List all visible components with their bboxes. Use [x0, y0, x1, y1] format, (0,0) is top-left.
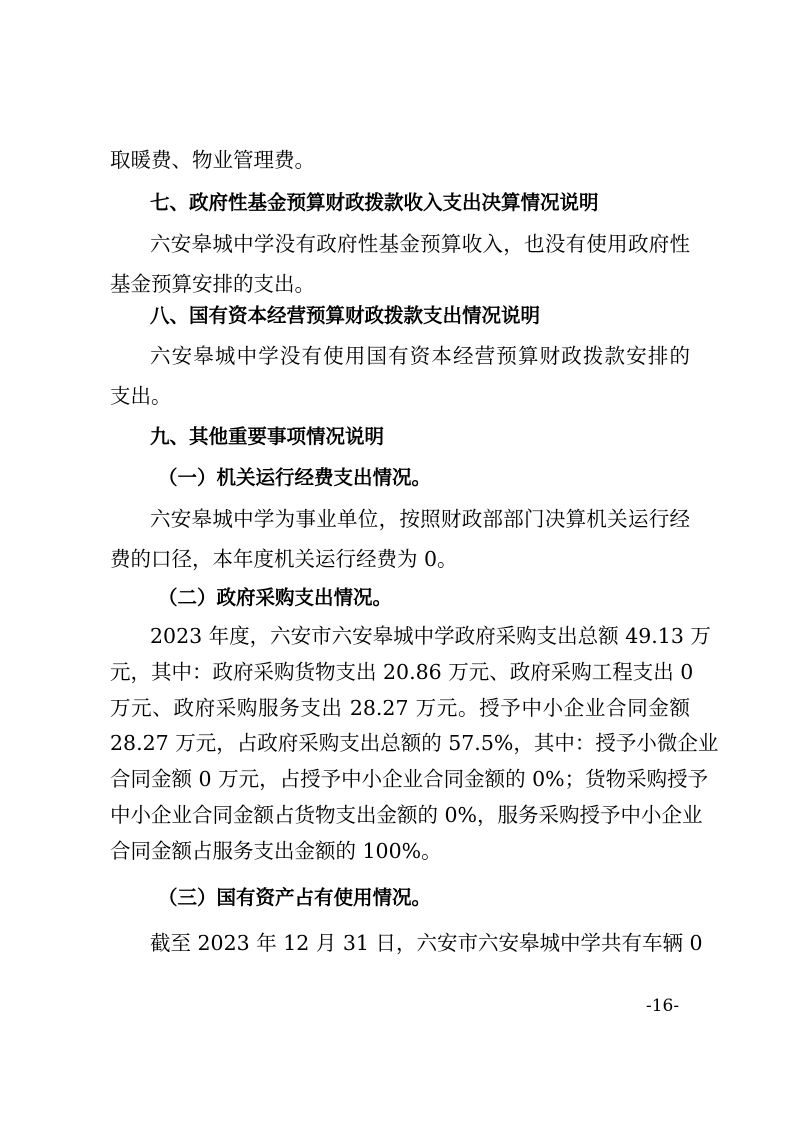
body-text: 截至 2023 年 12 月 31 日，六安市六安皋城中学共有车辆 0: [150, 931, 703, 955]
page-number: -16-: [646, 996, 680, 1016]
subsection-heading-1: （一）机关运行经费支出情况。: [158, 466, 432, 489]
body-text: 中小企业合同金额占货物支出金额的 0%，服务采购授予中小企业: [110, 803, 703, 827]
body-text: 取暖费、物业管理费。: [110, 148, 315, 172]
subsection-heading-3: （三）国有资产占有使用情况。: [158, 886, 432, 909]
section-heading-7: 七、政府性基金预算财政拨款收入支出决算情况说明: [150, 191, 599, 214]
body-text: 合同金额占服务支出金额的 100%。: [110, 839, 442, 863]
body-text: 六安皋城中学为事业单位，按照财政部部门决算机关运行经: [150, 507, 690, 531]
body-text: 28.27 万元，占政府采购支出总额的 57.5%，其中：授予小微企业: [110, 731, 719, 755]
body-text: 万元、政府采购服务支出 28.27 万元。授予中小企业合同金额: [110, 696, 690, 720]
section-heading-8: 八、国有资本经营预算财政拨款支出情况说明: [150, 304, 541, 327]
section-heading-9: 九、其他重要事项情况说明: [150, 425, 385, 448]
body-text: 费的口径，本年度机关运行经费为 0。: [110, 547, 458, 571]
body-text: 六安皋城中学没有政府性基金预算收入，也没有使用政府性: [150, 232, 690, 256]
body-text: 六安皋城中学没有使用国有资本经营预算财政拨款安排的: [150, 344, 690, 368]
body-text: 元，其中：政府采购货物支出 20.86 万元、政府采购工程支出 0: [110, 660, 694, 684]
subsection-heading-2: （二）政府采购支出情况。: [158, 586, 393, 609]
body-text: 合同金额 0 万元，占授予中小企业合同金额的 0%；货物采购授予: [110, 767, 709, 791]
body-text: 2023 年度，六安市六安皋城中学政府采购支出总额 49.13 万: [150, 624, 711, 648]
body-text: 支出。: [110, 384, 172, 408]
body-text: 基金预算安排的支出。: [110, 272, 315, 296]
